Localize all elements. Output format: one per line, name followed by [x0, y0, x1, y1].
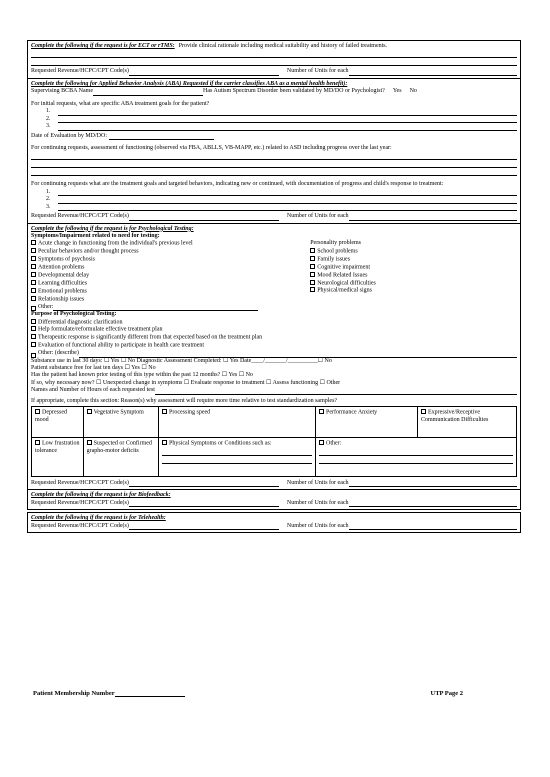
page-footer: [33, 690, 463, 697]
checkbox[interactable]: [31, 353, 36, 358]
ect-rationale-line-1[interactable]: [31, 50, 517, 58]
biofeedback-section: [27, 490, 521, 510]
psych-units-label: Number of Units for each: [286, 480, 349, 486]
checkbox[interactable]: [31, 280, 36, 285]
physical-symptoms-field[interactable]: [162, 456, 312, 464]
prior-testing-line[interactable]: Has the patient had known prior testing of this type within the past 12 months? ☐ Yes ☐ No: [31, 372, 253, 379]
biofeedback-revenue-label: Requested Revenue/HCPC/CPT Code(s): [31, 499, 129, 506]
reason-label: Vegetative Symptom: [93, 409, 144, 416]
names-hours-field[interactable]: [155, 394, 517, 395]
checkbox[interactable]: [87, 440, 92, 445]
checkbox[interactable]: [31, 248, 36, 253]
member-number-label: Patient Membership Number: [33, 690, 115, 697]
telehealth-section: [27, 512, 521, 533]
aba-assessment-line-2[interactable]: [31, 160, 517, 168]
symptom-label: Relationship issues: [38, 296, 85, 303]
telehealth-revenue-field[interactable]: [129, 529, 279, 530]
symptom-label: School problems: [317, 248, 358, 255]
aba-continuing-goals: For continuing requests what are the treatment goals and targeted behaviors, indicating new or continued, with documentation of progress and child's response to treatment:: [31, 181, 444, 188]
ect-revenue-label: Requested Revenue/HCPC/CPT Code(s): [31, 68, 129, 75]
telehealth-revenue-label: Requested Revenue/HCPC/CPT Code(s): [31, 522, 129, 529]
aba-asd-yes[interactable]: Yes: [392, 88, 402, 95]
checkbox[interactable]: [31, 334, 36, 339]
symptom-label: Cognitive impairment: [317, 264, 371, 271]
checkbox[interactable]: [31, 272, 36, 277]
checkbox[interactable]: [310, 248, 315, 253]
aba-continuing-assessment: For continuing requests, assessment of functioning (observed via FBA, ABLLS, VB-MAPP, etc.) related to ASD including progress over the last year:: [31, 144, 392, 151]
reason-label: Performance Anxiety: [326, 409, 378, 416]
aba-goal-field-2[interactable]: [58, 122, 517, 123]
aba-cont-number: 2.: [46, 196, 51, 203]
aba-revenue-label: Requested Revenue/HCPC/CPT Code(s): [31, 213, 129, 220]
biofeedback-revenue-field[interactable]: [129, 506, 279, 507]
ect-title: Complete the following if the request is for ECT or rTMS:: [31, 43, 175, 49]
symptom-label: Mood Related Issues: [317, 272, 368, 279]
aba-bcba-field[interactable]: [93, 95, 203, 96]
substance-free-line[interactable]: Patient substance free for last ten days ☐ Yes ☐ No: [31, 364, 156, 371]
checkbox[interactable]: [31, 240, 36, 245]
form-page: [27, 40, 521, 533]
symptom-label: Developmental delay: [38, 272, 90, 279]
checkbox[interactable]: [310, 272, 315, 277]
telehealth-title: Complete the following if the request is for Telehealth:: [31, 515, 166, 522]
aba-asd-question: Has Autism Spectrum Disorder been validated by MD/DO or Psychologist?: [203, 88, 385, 95]
reason-label: Physical Symptoms or Conditions such as:: [169, 440, 272, 447]
reason-label: Processing speed: [169, 409, 211, 416]
checkbox[interactable]: [310, 264, 315, 269]
checkbox[interactable]: [31, 342, 36, 347]
ect-units-field[interactable]: [349, 75, 517, 76]
checkbox[interactable]: [31, 288, 36, 293]
aba-cont-field-3[interactable]: [58, 210, 517, 211]
symptom-label: Emotional problems: [38, 288, 87, 295]
aba-goal-number: 1.: [46, 108, 51, 115]
checkbox[interactable]: [162, 440, 167, 445]
aba-cont-field-2[interactable]: [58, 203, 517, 204]
checkbox[interactable]: [31, 296, 36, 301]
checkbox[interactable]: [35, 440, 40, 445]
symptom-label: Other:: [38, 303, 54, 310]
psych-symptoms-right: [310, 240, 517, 311]
symptom-label: Peculiar behaviors and/or thought process: [38, 248, 139, 255]
checkbox[interactable]: [319, 409, 324, 414]
physical-symptoms-field[interactable]: [162, 448, 312, 456]
symptom-label: Neurological difficulties: [317, 280, 376, 286]
psych-symptoms-heading: Symptoms/Impairment related to need for testing:: [31, 233, 160, 240]
aba-units-label: Number of Units for each: [286, 213, 349, 220]
reason-label: Low frustration tolerance: [35, 440, 80, 454]
aba-goal-field-1[interactable]: [58, 115, 517, 116]
symptom-label: Attention problems: [38, 264, 85, 271]
aba-title: Complete the following for Applied Behavior Analysis (ABA) Requested if the carrier classifies ABA as a mental health benefit):: [31, 80, 348, 87]
reason-label: Depressed mood: [35, 409, 67, 423]
symptom-label: Symptoms of psychosis: [38, 256, 96, 263]
aba-goal-number: 3.: [46, 123, 51, 130]
aba-section: [27, 79, 521, 224]
aba-cont-number: 1.: [46, 188, 51, 195]
checkbox[interactable]: [421, 409, 426, 414]
aba-goal-number: 2.: [46, 115, 51, 122]
purpose-label: Other: (describe): [38, 350, 79, 357]
reason-intro: If appropriate, complete this section: Reason(s) why assessment will require more time relative to test standardization samples?: [31, 397, 338, 404]
ect-revenue-field[interactable]: [129, 75, 279, 76]
telehealth-units-label: Number of Units for each: [286, 522, 349, 529]
biofeedback-units-field[interactable]: [349, 506, 517, 507]
aba-units-field[interactable]: [349, 220, 517, 221]
checkbox[interactable]: [35, 409, 40, 414]
reason-table: [31, 406, 517, 477]
checkbox[interactable]: [310, 256, 315, 261]
checkbox[interactable]: [162, 409, 167, 414]
psych-symptoms-left: [31, 240, 310, 311]
aba-cont-number: 3.: [46, 203, 51, 210]
aba-revenue-field[interactable]: [129, 220, 279, 221]
checkbox[interactable]: [87, 409, 92, 414]
reason-other-field[interactable]: [319, 456, 513, 464]
symptom-label: Learning difficulties: [38, 280, 88, 287]
purpose-label: Therapeutic response is significantly different from that expected based on the treatment plan: [38, 334, 263, 341]
purpose-label: Differential diagnostic clarification: [38, 319, 123, 326]
purpose-label: Help formulate/reformulate effective treatment plan: [38, 326, 163, 333]
member-number-field[interactable]: [115, 696, 185, 697]
psych-revenue-label: Requested Revenue/HCPC/CPT Code(s): [31, 480, 129, 486]
names-hours-label: Names and Number of Hours of each requested test: [31, 387, 155, 394]
checkbox[interactable]: [310, 287, 315, 292]
telehealth-units-field[interactable]: [349, 529, 517, 530]
aba-initial-question: For initial requests, what are specific ABA treatment goals for the patient?: [31, 100, 210, 107]
reason-label: Suspected or Confirmed grapho-motor deficits: [86, 440, 152, 454]
checkbox[interactable]: [31, 326, 36, 331]
why-necessary-line[interactable]: If so, why necessary now? ☐ Unexpected change in symptoms ☐ Evaluate response to treatment ☐ Assess functioning ☐ Other: [31, 379, 341, 386]
psych-units-field[interactable]: [349, 486, 517, 487]
ect-instruction: Provide clinical rationale including medical suitability and history of failed treatments.: [178, 43, 388, 49]
page-number: UTP Page 2: [430, 690, 463, 697]
aba-cont-field-1[interactable]: [58, 195, 517, 196]
psych-revenue-field[interactable]: [129, 486, 279, 487]
checkbox[interactable]: [31, 264, 36, 269]
aba-goal-field-3[interactable]: [58, 130, 517, 131]
personality-heading: Personality problems: [310, 240, 362, 247]
aba-eval-date-label: Date of Evaluation by MD/DO:: [31, 132, 107, 139]
ect-rationale-line-2[interactable]: [31, 58, 517, 66]
biofeedback-units-label: Number of Units for each: [286, 499, 349, 506]
aba-assessment-line-1[interactable]: [31, 152, 517, 160]
checkbox[interactable]: [31, 319, 36, 324]
aba-asd-no[interactable]: No: [409, 88, 417, 95]
aba-bcba-label: Supervising BCBA Name: [31, 88, 94, 95]
psych-section: [27, 224, 521, 491]
ect-section: [27, 40, 521, 79]
biofeedback-title: Complete the following if the request is for Biofeedback:: [31, 492, 171, 499]
symptom-label: Family issues: [317, 256, 351, 263]
checkbox[interactable]: [31, 256, 36, 261]
aba-assessment-line-3[interactable]: [31, 168, 517, 176]
psych-purpose-heading: Purpose of Psychological Testing:: [31, 311, 117, 318]
reason-label: Other:: [326, 440, 342, 447]
reason-label: Expressive/Receptive Communication Difficulties: [421, 409, 489, 423]
symptom-label: Acute change in functioning from the individual's previous level: [38, 240, 193, 247]
psych-title: Complete the following if the request is for Psychological Testing:: [31, 225, 194, 232]
purpose-label: Evaluation of functional ability to participate in health care treatment: [38, 342, 205, 349]
aba-eval-date-field[interactable]: [109, 139, 214, 140]
reason-other-field[interactable]: [319, 448, 513, 456]
symptom-label: Physical/medical signs: [317, 287, 373, 294]
ect-units-label: Number of Units for each: [286, 68, 349, 75]
substance-use-line[interactable]: Substance use in last 30 days: ☐ Yes ☐ No Diagnostic Assessment Completed: ☐ Yes Date____/_______/__________☐ No: [31, 357, 332, 364]
checkbox[interactable]: [319, 440, 324, 445]
checkbox[interactable]: [310, 280, 315, 285]
